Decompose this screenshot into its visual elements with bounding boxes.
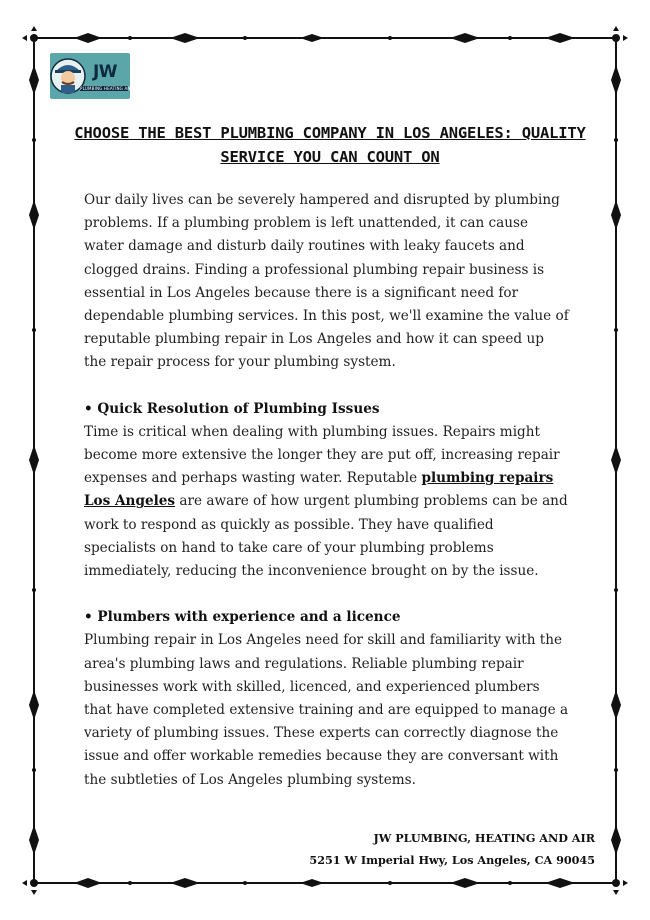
page-title: CHOOSE THE BEST PLUMBING COMPANY IN LOS ANGELES: QUALITY SERVICE YOU CAN COUNT ON [74,124,586,166]
footer-company-name: JW PLUMBING, HEATING AND AIR [373,831,595,845]
section-heading-quick-resolution: • Quick Resolution of Plumbing Issues [84,400,380,417]
logo-subtitle: PLUMBING HEATING AND AIR [80,86,143,91]
paragraph-text: are aware of how urgent plumbing problems can be and work to respond as quickly as possible. They have qualified specialists on hand to take care of your plumbing problems immediately, reducing the inconvenience brought on by the issue. [84,493,568,580]
section-paragraph-experienced-plumbers: Plumbing repair in Los Angeles need for skill and familiarity with the area's plumbing laws and regulations. Reliable plumbing repair businesses work with skilled, licenced, and experienced plumbers that have completed extensive training and are equipped to manage a variety of plumbing issues. These experts can correctly diagnose the issue and offer workable remedies because they are conversant with the subtleties of Los Angeles plumbing systems. [84,632,569,788]
section-paragraph-quick-resolution [84,421,569,583]
footer-address: 5251 W Imperial Hwy, Los Angeles, CA 90045 [309,853,595,867]
logo-text: JW [92,62,118,82]
plumbing-repairs-link[interactable]: plumbing repairs Los Angeles [84,470,554,510]
company-logo [50,53,143,99]
section-heading-experienced-plumbers: • Plumbers with experience and a licence [84,609,401,626]
paragraph-text: Time is critical when dealing with plumbing issues. Repairs might become more extensive the longer they are put off, increasing repair expenses and perhaps wasting water. Reputable [84,423,560,487]
intro-paragraph: Our daily lives can be severely hampered and disrupted by plumbing problems. If a plumbing problem is left unattended, it can cause water damage and disturb daily routines with leaky faucets and clogged drains. Finding a professional plumbing repair business is essential in Los Angeles because there is a significant need for dependable plumbing services. In this post, we'll examine the value of reputable plumbing repair in Los Angeles and how it can speed up the repair process for your plumbing system. [84,192,569,371]
footer-contact [309,827,595,871]
article-body [84,189,569,792]
